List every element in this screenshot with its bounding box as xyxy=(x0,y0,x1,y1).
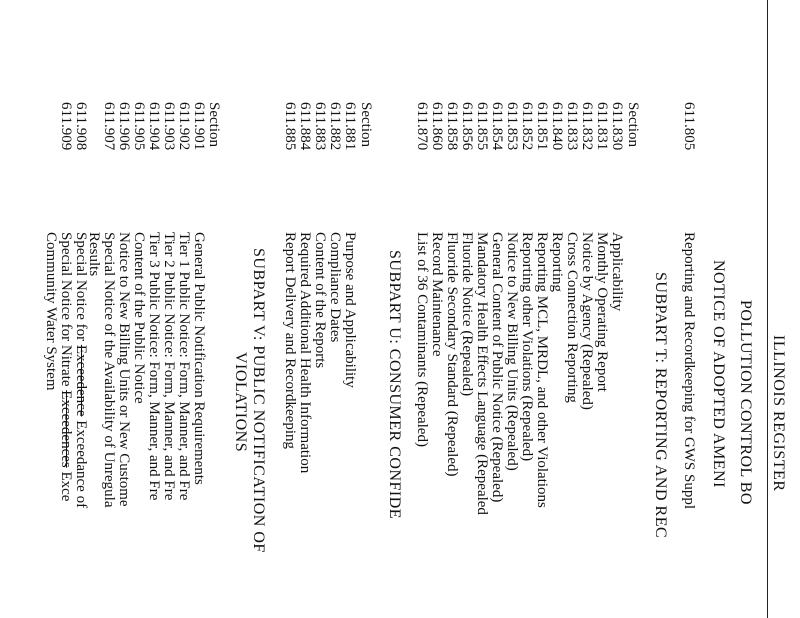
section-number: 611.885 xyxy=(282,102,298,151)
register-title: ILLINOIS REGISTER xyxy=(770,335,787,492)
entry-number: 611.805 xyxy=(681,102,697,151)
struck-text: Exceedence xyxy=(73,344,89,417)
section-number: 611.901 xyxy=(191,102,207,151)
subpart-v-heading-line1: SUBPART V: PUBLIC NOTIFICATION OF xyxy=(250,248,267,553)
section-label: Section xyxy=(206,102,222,147)
section-title: Reporting xyxy=(549,232,565,292)
section-number: 611.905 xyxy=(131,102,147,151)
board-title: POLLUTION CONTROL BO xyxy=(737,300,754,505)
section-label: Section xyxy=(358,102,374,147)
section-number: 611.856 xyxy=(459,102,475,151)
section-number: 611.908 xyxy=(73,102,89,151)
section-number: 611.833 xyxy=(564,102,580,151)
header-rule xyxy=(767,0,768,618)
subpart-v-heading-line2: VIOLATIONS xyxy=(232,352,249,453)
subpart-u-heading: SUBPART U: CONSUMER CONFIDE xyxy=(386,250,403,520)
notice-title: NOTICE OF ADOPTED AMENI xyxy=(710,260,727,488)
section-number: 611.907 xyxy=(101,102,117,151)
section-number: 611.832 xyxy=(579,102,595,151)
section-number: 611.831 xyxy=(594,102,610,151)
entry-title: Reporting and Recordkeeping for GWS Suppl xyxy=(681,232,697,510)
section-number: 611.853 xyxy=(504,102,520,151)
section-title: Special Notice for Exceedence Exceedance of xyxy=(73,232,89,509)
section-number: 611.884 xyxy=(297,102,313,151)
section-number: 611.902 xyxy=(176,102,192,151)
section-title: Notice by Agency (Repealed) xyxy=(579,232,595,410)
section-number: 611.852 xyxy=(519,102,535,151)
section-title: Fluoride Notice (Repealed) xyxy=(459,232,475,397)
section-title-continuation: Community Water System xyxy=(43,232,59,391)
section-title: Fluoride Secondary Standard (Repealed) xyxy=(444,232,460,477)
section-number: 611.903 xyxy=(161,102,177,151)
section-number: 611.882 xyxy=(327,102,343,151)
section-title: Special Notice of the Availability of Unregula xyxy=(101,232,117,508)
section-number: 611.851 xyxy=(534,102,550,151)
section-title: Special Notice for Nitrate Exceedences Exce xyxy=(58,232,74,502)
section-title: Compliance Dates xyxy=(327,232,343,343)
section-title: General Public Notification Requirements xyxy=(191,232,207,485)
section-title: Tier 2 Public Notice: Form, Manner, and Fre xyxy=(161,232,177,501)
section-title: Tier 1 Public Notice: Form, Manner, and Fre xyxy=(176,232,192,501)
section-title: Report Delivery and Recordkeeping xyxy=(282,232,298,450)
section-number: 611.883 xyxy=(312,102,328,151)
section-title: Applicability xyxy=(609,232,625,312)
section-title: Reporting other Violations (Repealed) xyxy=(519,232,535,462)
section-number: 611.909 xyxy=(58,102,74,151)
section-title: General Content of Public Notice (Repealed) xyxy=(489,232,505,503)
section-number: 611.904 xyxy=(146,102,162,151)
section-title: Reporting MCL, MRDL, and other Violations xyxy=(534,232,550,508)
section-number: 611.870 xyxy=(414,102,430,151)
section-number: 611.858 xyxy=(444,102,460,151)
section-title: List of 36 Contaminants (Repealed) xyxy=(414,232,430,447)
section-title: Purpose and Applicability xyxy=(342,232,358,388)
section-number: 611.881 xyxy=(342,102,358,151)
section-title: Content of the Public Notice xyxy=(131,232,147,404)
section-title: Cross Connection Reporting xyxy=(564,232,580,403)
section-number: 611.860 xyxy=(429,102,445,151)
section-title: Tier 3 Public Notice: Form, Manner, and Fre xyxy=(146,232,162,501)
section-number: 611.840 xyxy=(549,102,565,151)
struck-text: Exceedences xyxy=(58,390,74,468)
section-title: Record Maintenance xyxy=(429,232,445,357)
section-label: Section xyxy=(625,102,641,147)
section-title: Monthly Operating Report xyxy=(594,232,610,392)
section-title: Content of the Reports xyxy=(312,232,328,369)
section-number: 611.855 xyxy=(474,102,490,151)
section-title: Results xyxy=(86,232,102,277)
section-title: Required Additional Health Information xyxy=(297,232,313,474)
section-number: 611.854 xyxy=(489,102,505,151)
section-title: Notice to New Billing Units (Repealed) xyxy=(504,232,520,471)
section-number: 611.906 xyxy=(116,102,132,151)
section-title: Mandatory Health Effects Language (Repealed xyxy=(474,232,490,515)
section-title: Notice to New Billing Units or New Custome xyxy=(116,232,132,507)
section-number: 611.830 xyxy=(609,102,625,151)
subpart-t-heading: SUBPART T: REPORTING AND REC xyxy=(652,272,669,539)
